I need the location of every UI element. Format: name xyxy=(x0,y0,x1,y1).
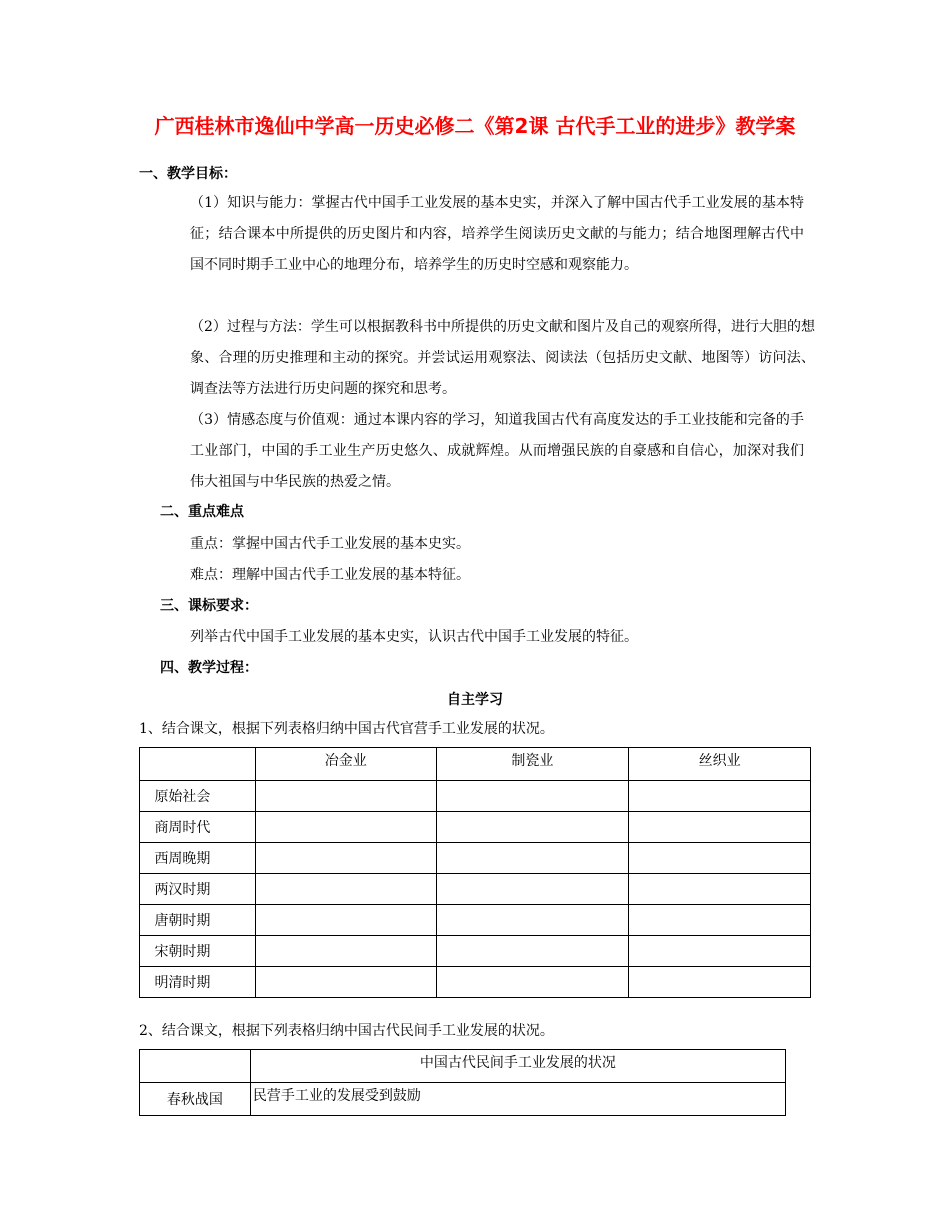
table-header-cell: 中国古代民间手工业发展的状况 xyxy=(250,1050,785,1083)
table-cell[interactable] xyxy=(255,905,436,936)
process-heading: 四、教学过程： xyxy=(160,660,258,676)
question-2: 2、结合课文，根据下列表格归纳中国古代民间手工业发展的状况。 xyxy=(139,1023,554,1039)
table-cell[interactable] xyxy=(436,781,629,812)
question-1: 1、结合课文，根据下列表格归纳中国古代官营手工业发展的状况。 xyxy=(139,721,554,737)
table-cell[interactable] xyxy=(255,874,436,905)
self-study-heading: 自主学习 xyxy=(447,692,503,708)
table-row xyxy=(140,936,811,967)
table-cell[interactable] xyxy=(436,812,629,843)
table-row xyxy=(140,874,811,905)
key-points-heading: 二、重点难点 xyxy=(160,504,244,520)
official-handicraft-table xyxy=(139,747,811,998)
table-cell[interactable] xyxy=(255,843,436,874)
table-cell[interactable] xyxy=(629,936,811,967)
row-label: 唐朝时期 xyxy=(140,905,256,936)
table-header-cell xyxy=(140,748,256,781)
table-header-row xyxy=(140,1050,786,1083)
table-cell[interactable] xyxy=(436,843,629,874)
table-header-cell: 丝织业 xyxy=(629,748,811,781)
document-title: 广西桂林市逸仙中学高一历史必修二《第2课 古代手工业的进步》教学案 xyxy=(154,114,796,138)
table-row xyxy=(140,843,811,874)
row-label: 原始社会 xyxy=(140,781,256,812)
table-row xyxy=(140,812,811,843)
table-cell[interactable] xyxy=(629,781,811,812)
focus-text: 重点：掌握中国古代手工业发展的基本史实。 xyxy=(190,536,470,552)
row-label: 春秋战国 xyxy=(140,1083,251,1116)
table-cell[interactable] xyxy=(436,905,629,936)
objective-item-1: （1）知识与能力：掌握古代中国手工业发展的基本史实，并深入了解中国古代手工业发展的基本特征；结合课本中所提供的历史图片和内容，培养学生阅读历史文献的与能力；结合地图理解古代中国不同时期手工业中心的地理分布，培养学生的历史时空感和观察能力。 xyxy=(190,195,804,273)
table-header-cell: 制瓷业 xyxy=(436,748,629,781)
table-cell[interactable] xyxy=(629,843,811,874)
table-cell: 民营手工业的发展受到鼓励 xyxy=(250,1083,785,1116)
table-cell[interactable] xyxy=(436,967,629,998)
objective-item-3: （3）情感态度与价值观：通过本课内容的学习，知道我国古代有高度发达的手工业技能和完备的手工业部门，中国的手工业生产历史悠久、成就辉煌。从而增强民族的自豪感和自信心，加深对我们伟大祖国与中华民族的热爱之情。 xyxy=(190,412,804,490)
table-row xyxy=(140,967,811,998)
row-label: 明清时期 xyxy=(140,967,256,998)
table-row xyxy=(140,905,811,936)
table-header-cell: 冶金业 xyxy=(255,748,436,781)
standards-text: 列举古代中国手工业发展的基本史实，认识古代中国手工业发展的特征。 xyxy=(190,629,638,645)
table-header-cell xyxy=(140,1050,251,1083)
table-cell[interactable] xyxy=(629,812,811,843)
table-cell[interactable] xyxy=(255,812,436,843)
table-cell[interactable] xyxy=(255,967,436,998)
table-cell[interactable] xyxy=(255,781,436,812)
table-cell[interactable] xyxy=(629,874,811,905)
table-row xyxy=(140,1083,786,1116)
table-cell[interactable] xyxy=(629,967,811,998)
row-label: 西周晚期 xyxy=(140,843,256,874)
table-row xyxy=(140,781,811,812)
table-cell[interactable] xyxy=(629,905,811,936)
private-handicraft-table xyxy=(139,1049,786,1116)
row-label: 商周时代 xyxy=(140,812,256,843)
table-cell[interactable] xyxy=(436,874,629,905)
standards-heading: 三、课标要求： xyxy=(160,598,258,614)
row-label: 两汉时期 xyxy=(140,874,256,905)
table-cell[interactable] xyxy=(436,936,629,967)
difficulty-text: 难点：理解中国古代手工业发展的基本特征。 xyxy=(190,567,470,583)
objective-item-2: （2）过程与方法：学生可以根据教科书中所提供的历史文献和图片及自己的观察所得，进行大胆的想象、合理的历史推理和主动的探究。并尝试运用观察法、阅读法（包括历史文献、地图等）访问法、调查法等方法进行历史问题的探究和思考。 xyxy=(190,319,815,397)
table-header-row xyxy=(140,748,811,781)
objectives-heading: 一、教学目标： xyxy=(139,166,237,182)
row-label: 宋朝时期 xyxy=(140,936,256,967)
table-cell[interactable] xyxy=(255,936,436,967)
